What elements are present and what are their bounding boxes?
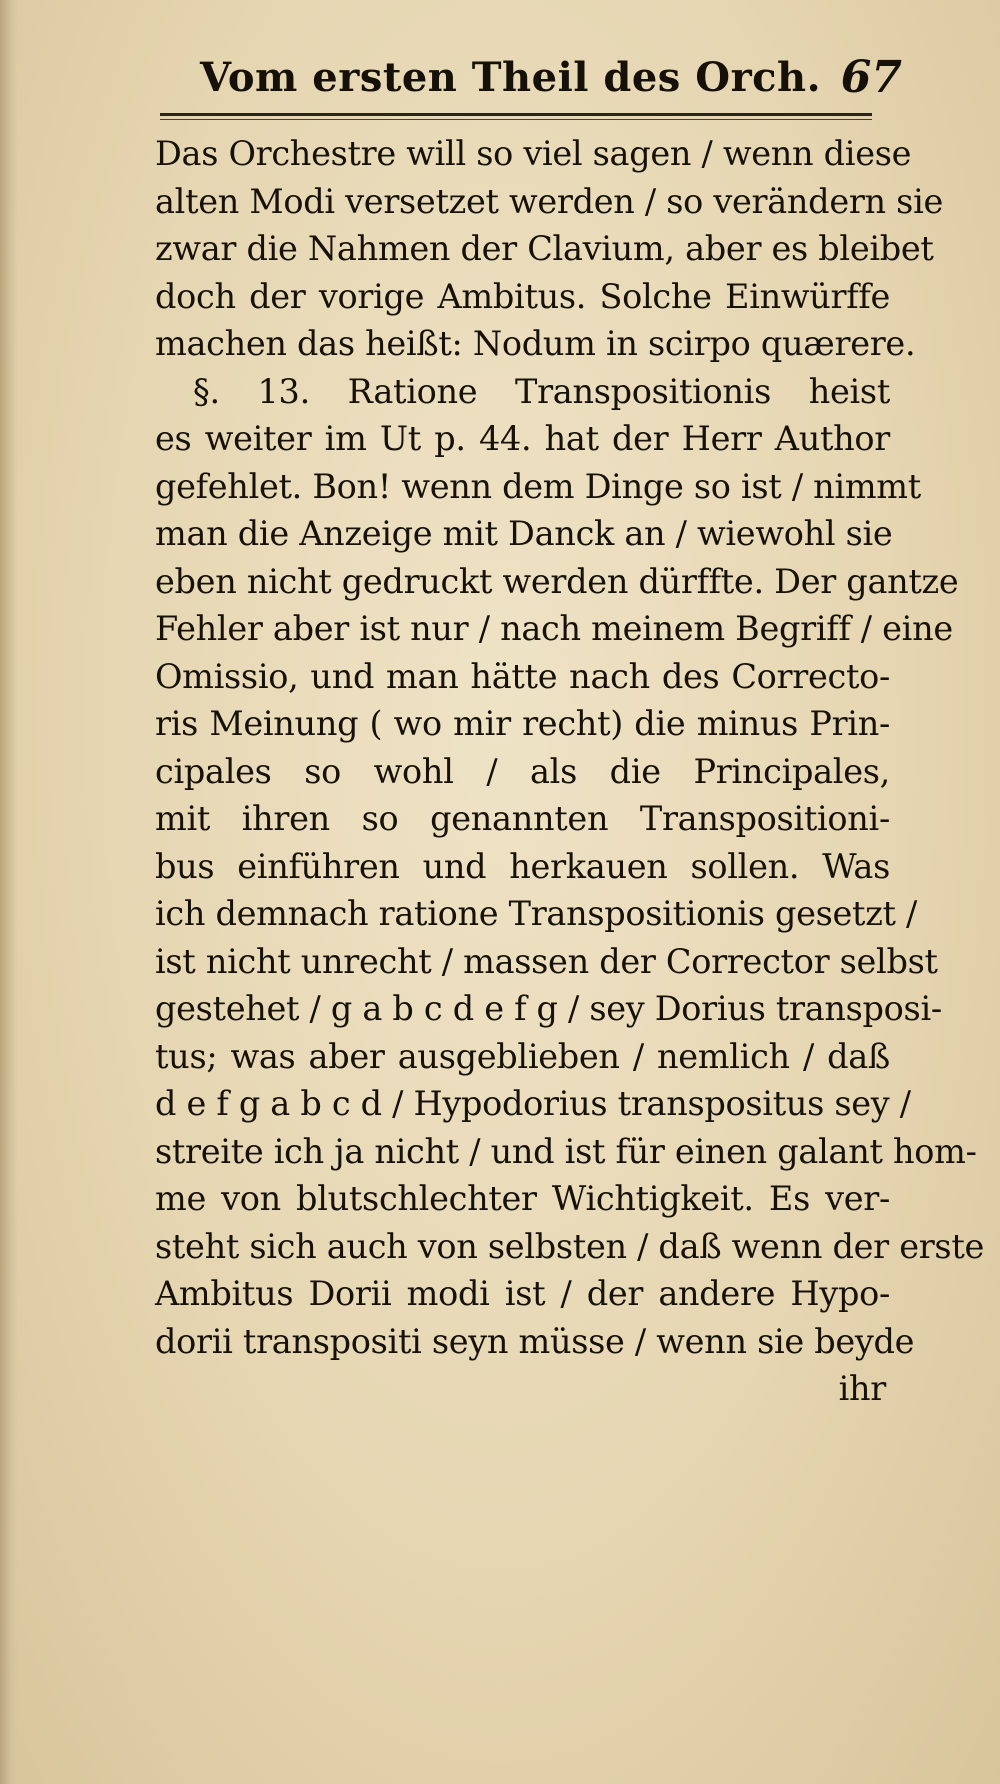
page-gutter-shadow (0, 0, 18, 1784)
text-line: alten Modi versetzet werden / so verändern sie (155, 181, 944, 221)
text-line: Omissio, und man hätte nach des Correcto- (155, 656, 890, 696)
text-line: machen das heißt: Nodum in scirpo quærere. (155, 324, 916, 363)
text-line: bus einführen und herkauen sollen. Was (155, 846, 890, 886)
body-text (155, 130, 985, 1413)
text-line: es weiter im Ut p. 44. hat der Herr Author (155, 419, 890, 458)
text-line: doch der vorige Ambitus. Solche Einwürffe (155, 276, 890, 316)
page-header (200, 48, 920, 108)
text-line: me von blutschlechter Wichtigkeit. Es ver- (155, 1179, 890, 1218)
text-line: dorii transpositi seyn müsse / wenn sie beyde (155, 1321, 915, 1361)
text-line: zwar die Nahmen der Clavium, aber es bleibet (155, 229, 934, 268)
text-line: d e f g a b c d / Hypodorius transpositus sey / (155, 1084, 911, 1123)
text-line: cipales so wohl / als die Principales, (155, 751, 890, 791)
text-line: gestehet / g a b c d e f g / sey Dorius transposi- (155, 989, 942, 1028)
text-line: ris Meinung ( wo mir recht) die minus Prin- (155, 704, 890, 743)
text-line: steht sich auch von selbsten / daß wenn der erste (155, 1226, 985, 1266)
catchword: ihr (838, 1369, 886, 1408)
text-line: eben nicht gedruckt werden dürffte. Der gantze (155, 561, 959, 601)
text-line: ist nicht unrecht / massen der Corrector selbst (155, 941, 938, 981)
page-number: 67 (840, 52, 902, 103)
header-rule (160, 113, 872, 120)
text-line: tus; was aber ausgeblieben / nemlich / daß (155, 1036, 890, 1076)
text-line: Ambitus Dorii modi ist / der andere Hypo- (155, 1274, 890, 1313)
text-line: gefehlet. Bon! wenn dem Dinge so ist / nimmt (155, 466, 921, 506)
text-line: ich demnach ratione Transpositionis gesetzt / (155, 894, 918, 933)
text-line: Fehler aber ist nur / nach meinem Begriff / eine (155, 609, 953, 648)
text-line: Das Orchestre will so viel sagen / wenn diese (155, 134, 912, 173)
text-line: man die Anzeige mit Danck an / wiewohl sie (155, 514, 893, 553)
text-line: streite ich ja nicht / und ist für einen galant hom- (155, 1131, 977, 1171)
section-heading-line: §. 13. Ratione Transpositionis heist (193, 371, 890, 411)
running-head: Vom ersten Theil des Orch. (200, 54, 822, 101)
text-line: mit ihren so genannten Transpositioni- (155, 799, 890, 838)
